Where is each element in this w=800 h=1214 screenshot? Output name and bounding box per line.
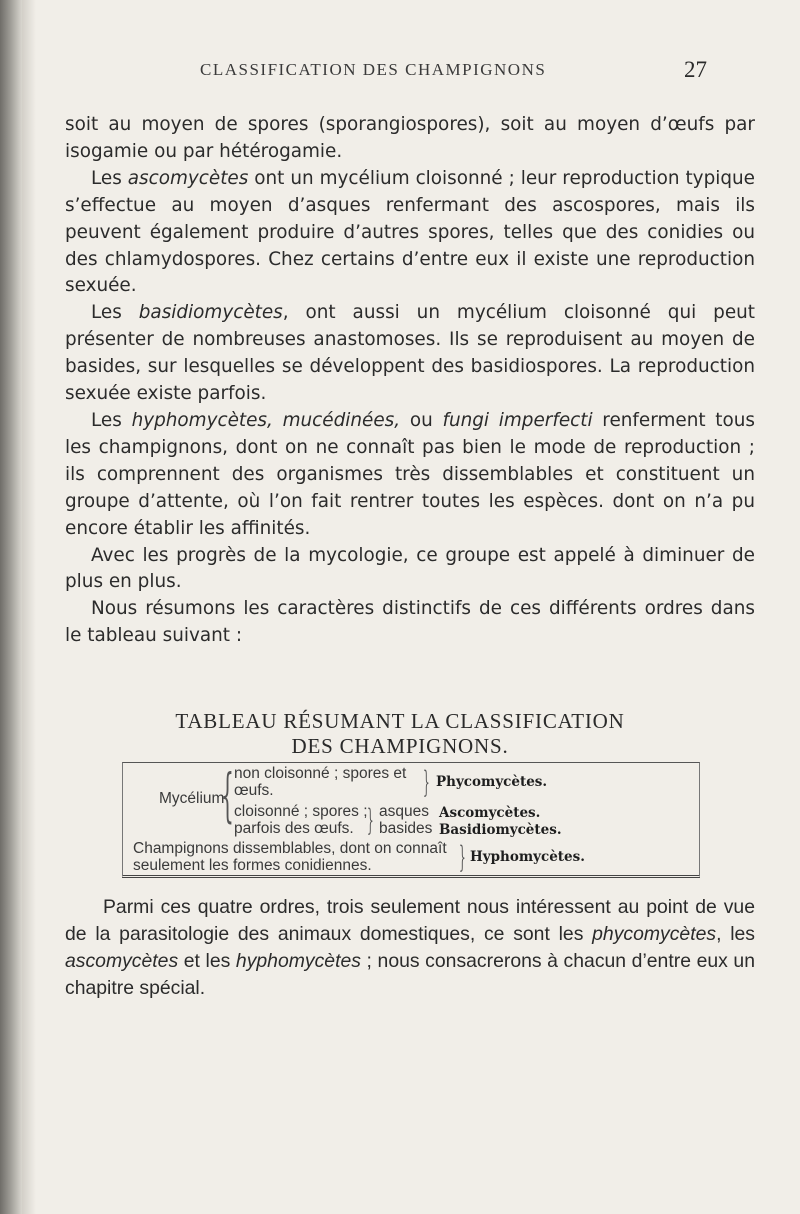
- text-span: et les: [178, 950, 236, 972]
- row3-condition-b: seulement les formes conidiennes.: [133, 857, 372, 874]
- closing-paragraph: [65, 894, 755, 1002]
- paragraph-parmi: [65, 894, 755, 1002]
- row1-condition-a: non cloisonné ; spores et: [234, 765, 407, 782]
- table-title-line-2: DES CHAMPIGNONS.: [291, 734, 509, 758]
- term-hyphomycetes-2: hyphomycètes: [235, 950, 361, 972]
- text-span: Parmi ces quatre ordres, trois seulement nous intéressent au point de vue de la parasitologie des animaux domestiques, ce sont les: [65, 896, 755, 945]
- term-basidiomycetes: basidiomycètes: [138, 302, 283, 324]
- mycelium-label: Mycélium: [159, 790, 225, 807]
- text-span: , ont aussi un mycélium cloisonné qui peut présenter de nombreuses anastomoses. Ils se reproduisent au moyen de basides, sur lesquelles se développent des basidiospores. La reproduction sexuée existe parfois.: [65, 302, 756, 405]
- text-span: Les: [91, 167, 128, 189]
- term-ascomycetes: ascomycètes: [127, 167, 249, 189]
- order-ascomycetes: Ascomycètes.: [439, 805, 541, 821]
- term-phycomycetes: phycomycètes: [592, 923, 717, 945]
- running-head: CLASSIFICATION DES CHAMPIGNONS: [200, 60, 547, 79]
- brace-left-mycelium: {: [221, 761, 234, 829]
- table-title-line-1: TABLEAU RÉSUMANT LA CLASSIFICATION: [175, 709, 625, 733]
- term-ascomycetes-2: ascomycètes: [65, 950, 179, 972]
- paragraph-ascomycetes: [65, 166, 755, 301]
- brace-right-row3: }: [459, 840, 466, 875]
- order-basidiomycetes: Basidiomycètes.: [439, 822, 562, 838]
- classification-table: [122, 762, 700, 878]
- page-number: 27: [684, 57, 707, 82]
- text-span: renferment tous les champignons, dont on ne connaît pas bien le mode de reproduction ; ils comprennent des organismes très dissemblables et constituent un groupe d’attente, où l’on fait rentrer toutes les espèces. dont on n’a pu encore établir les affinités.: [65, 409, 755, 539]
- term-hyphomycetes: hyphomycètes, mucédinées,: [131, 409, 401, 431]
- page-gutter-shadow: [0, 0, 22, 1214]
- term-fungi-imperfecti: fungi imperfecti: [442, 409, 593, 431]
- order-phycomycetes: Phycomycètes.: [436, 774, 548, 790]
- paragraph-progres: Avec les progrès de la mycologie, ce groupe est appelé à diminuer de plus en plus.: [65, 544, 755, 593]
- paragraph-resumons: Nous résumons les caractères distinctifs de ces différents ordres dans le tableau suivant :: [65, 598, 755, 647]
- paragraph-basidiomycetes: [65, 300, 755, 408]
- row2-condition-b: parfois des œufs.: [234, 820, 354, 837]
- paragraph-1: soit au moyen de spores (sporangiospores), soit au moyen d’œufs par isogamie ou par hétérogamie.: [65, 114, 755, 162]
- row2-asques: asques: [379, 803, 429, 820]
- brace-right-row1: }: [423, 765, 430, 800]
- text-span: ont un mycélium cloisonné ; leur reproduction typique s’effectue au moyen d’asques renfermant des ascospores, mais ils peuvent également produire d’autres spores, telles que des conidies ou des chlamydospores. Chez certains d’entre eux il existe une reproduction sexuée.: [65, 167, 755, 297]
- row2-condition-a: cloisonné ; spores ;: [234, 803, 368, 820]
- row3-condition-a: Champignons dissemblables, dont on connaît: [133, 840, 447, 857]
- text-span: Les: [91, 302, 139, 324]
- text-span: ou: [400, 409, 443, 431]
- row2-basides: basides: [379, 820, 433, 837]
- row1-condition-b: œufs.: [234, 782, 274, 799]
- text-span: , les: [716, 923, 755, 945]
- order-hyphomycetes: Hyphomycètes.: [470, 849, 585, 865]
- page-header: [0, 57, 800, 88]
- text-span: Les: [91, 409, 132, 431]
- brace-right-row2: }: [367, 803, 374, 838]
- body-text: [65, 112, 755, 650]
- paragraph-hyphomycetes: [65, 408, 755, 543]
- text-span: ; nous consacrerons à chacun d’entre eux un chapitre spécial.: [65, 950, 756, 999]
- page-gutter-fade: [22, 0, 36, 1214]
